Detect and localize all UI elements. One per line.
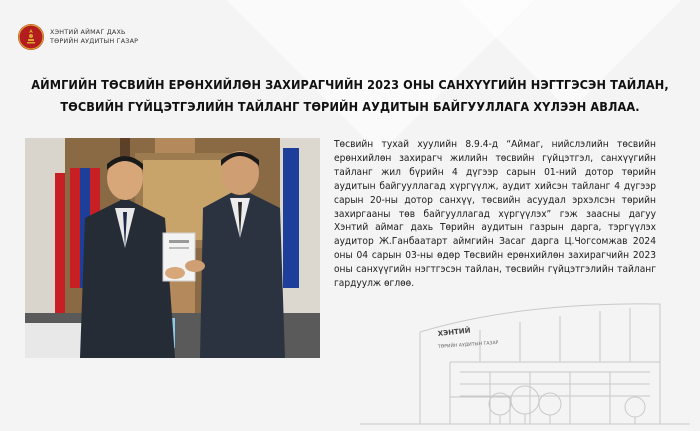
news-photo xyxy=(25,138,320,358)
title-line2: ТӨСВИЙН ГҮЙЦЭТГЭЛИЙН ТАЙЛАНГ ТӨРИЙН АУДИТЫН БАЙГУУЛЛАГА ХҮЛЭЭН АВЛАА. xyxy=(60,99,640,114)
org-name-line1: ХЭНТИЙ АЙМАГ ДАХЬ xyxy=(50,28,126,36)
building-sign-line2: ТӨРИЙН АУДИТЫН ГАЗАР xyxy=(437,340,499,350)
building-illustration xyxy=(360,292,690,427)
org-name-line2: ТӨРИЙН АУДИТЫН ГАЗАР xyxy=(50,37,139,45)
emblem-icon xyxy=(18,24,44,50)
article-body: Төсвийн тухай хуулийн 8.9.4-д “Аймаг, нийслэлийн төсвийн ерөнхийлөн захирагч жилийн төсвийн гүйцэтгэл, санхүүгийн тайланг жил бүрийн 4 дүгээр сарын 01-ний дотор төрийн аудитын байгууллагад хүргүүлж, аудит хийсэн тайланг 4 дүгээр сарын 20-ны дотор санхүү, төсвийн асуудал эрхэлсэн төрийн захиргааны төв байгууллагад хүргүүлэх” гэж заасны дагуу Хэнтий аймаг дахь Төрийн аудитын газрын дарга, тэргүүлэх аудитор Ж.Ганбаатарт аймгийн Засаг дарга Ц.Чогсомжав 2024 оны 04 сарын 03-ны өдөр Төсвийн ерөнхийлөн захирагчийн 2023 оны санхүүгийн нэгтгэсэн тайлан, төсвийн гүйцэтгэлийн тайланг гардуулж өглөө. xyxy=(334,139,656,290)
page-title xyxy=(0,74,700,118)
title-line1: АЙМГИЙН ТӨСВИЙН ЕРӨНХИЙЛӨН ЗАХИРАГЧИЙН 2023 ОНЫ САНХҮҮГИЙН НЭГТГЭСЭН ТАЙЛАН, xyxy=(31,77,669,92)
org-header xyxy=(18,24,138,50)
building-sign-line1: ХЭНТИЙ xyxy=(437,326,471,338)
